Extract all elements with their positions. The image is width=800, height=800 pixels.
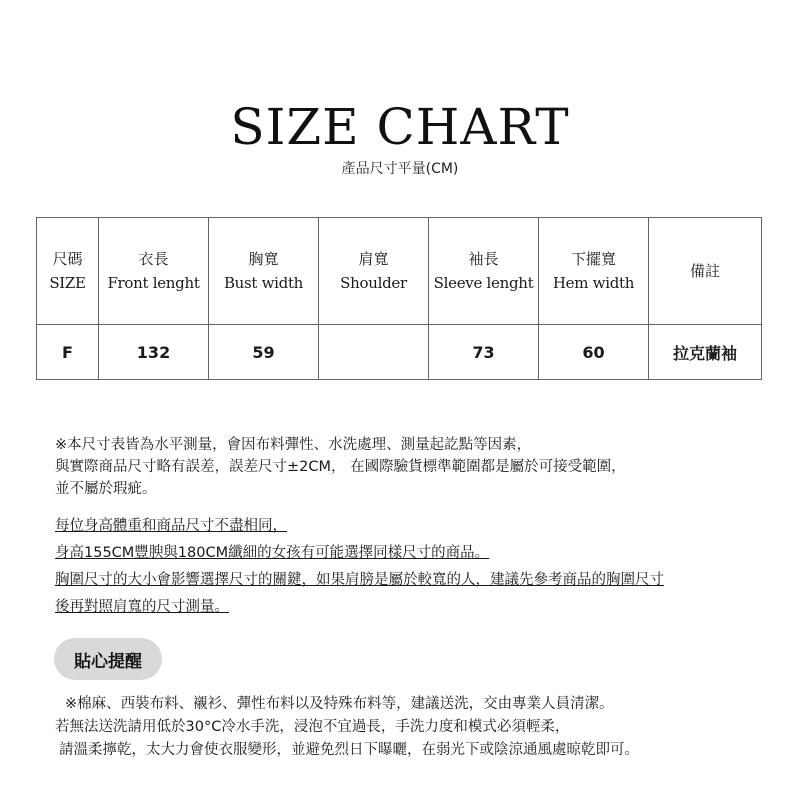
header-bust-width xyxy=(209,218,319,325)
header-hem-width xyxy=(539,218,649,325)
header-front-length xyxy=(99,218,209,325)
note-line: 與實際商品尺寸略有誤差，誤差尺寸±2CM， 在國際驗貨標準範圍都是屬於可接受範圍， xyxy=(55,459,626,475)
reminder-badge: 貼心提醒 xyxy=(54,638,162,680)
header-en: Sleeve lenght xyxy=(433,274,534,292)
care-line: ※棉麻、西裝布料、襯衫、彈性布料以及特殊布料等，建議送洗，交由專業人員清潔。 xyxy=(65,696,614,712)
header-shoulder xyxy=(319,218,429,325)
header-en: Shoulder xyxy=(340,274,407,292)
table-row xyxy=(37,325,762,380)
header-en: Hem width xyxy=(552,274,635,292)
cell-shoulder xyxy=(319,325,429,380)
header-zh: 袖長 xyxy=(468,250,499,268)
measurement-note xyxy=(55,434,775,500)
header-zh: 尺碼 xyxy=(52,250,83,268)
note-line: 並不屬於瑕疵。 xyxy=(55,481,157,497)
note-line: 身高155CM豐腴與180CM纖細的女孩有可能選擇同樣尺寸的商品。 xyxy=(55,545,490,561)
header-en: Front lenght xyxy=(107,274,200,292)
note-line: 胸圍尺寸的大小會影響選擇尺寸的關鍵，如果肩膀是屬於較寬的人，建議先參考商品的胸圍尺寸 xyxy=(55,572,664,588)
size-advice-note xyxy=(55,513,775,621)
cell-bust-width: 59 xyxy=(209,325,319,380)
cell-front-length: 132 xyxy=(99,325,209,380)
header-size xyxy=(37,218,99,325)
cell-size: F xyxy=(37,325,99,380)
page-subtitle: 產品尺寸平量(CM) xyxy=(341,161,459,177)
cell-sleeve-length: 73 xyxy=(429,325,539,380)
note-line: 每位身高體重和商品尺寸不盡相同， xyxy=(55,518,287,534)
header-en: SIZE xyxy=(49,274,86,292)
cell-hem-width: 60 xyxy=(539,325,649,380)
care-line: 若無法送洗請用低於30°C冷水手洗，浸泡不宜過長，手洗力度和模式必須輕柔， xyxy=(55,719,570,735)
header-zh: 下擺寬 xyxy=(570,250,616,268)
header-zh: 衣長 xyxy=(138,250,169,268)
page-title: SIZE CHART xyxy=(230,98,570,156)
cell-remarks: 拉克蘭袖 xyxy=(649,325,762,380)
table-header-row xyxy=(37,218,762,325)
note-line: ※本尺寸表皆為水平測量，會因布料彈性、水洗處理、測量起訖點等因素， xyxy=(55,437,532,453)
header-en: Bust width xyxy=(223,274,304,292)
care-instructions xyxy=(55,693,775,762)
size-table xyxy=(36,217,762,380)
header-sleeve-length xyxy=(429,218,539,325)
header-zh: 肩寬 xyxy=(358,250,389,268)
header-remarks xyxy=(649,218,762,325)
header-zh: 胸寬 xyxy=(248,250,279,268)
care-line: 請溫柔擰乾，太大力會使衣服變形，並避免烈日下曝曬，在弱光下或陰涼通風處晾乾即可。 xyxy=(59,742,639,758)
note-line: 後再對照肩寬的尺寸測量。 xyxy=(55,599,229,615)
header-zh: 備註 xyxy=(689,262,720,280)
